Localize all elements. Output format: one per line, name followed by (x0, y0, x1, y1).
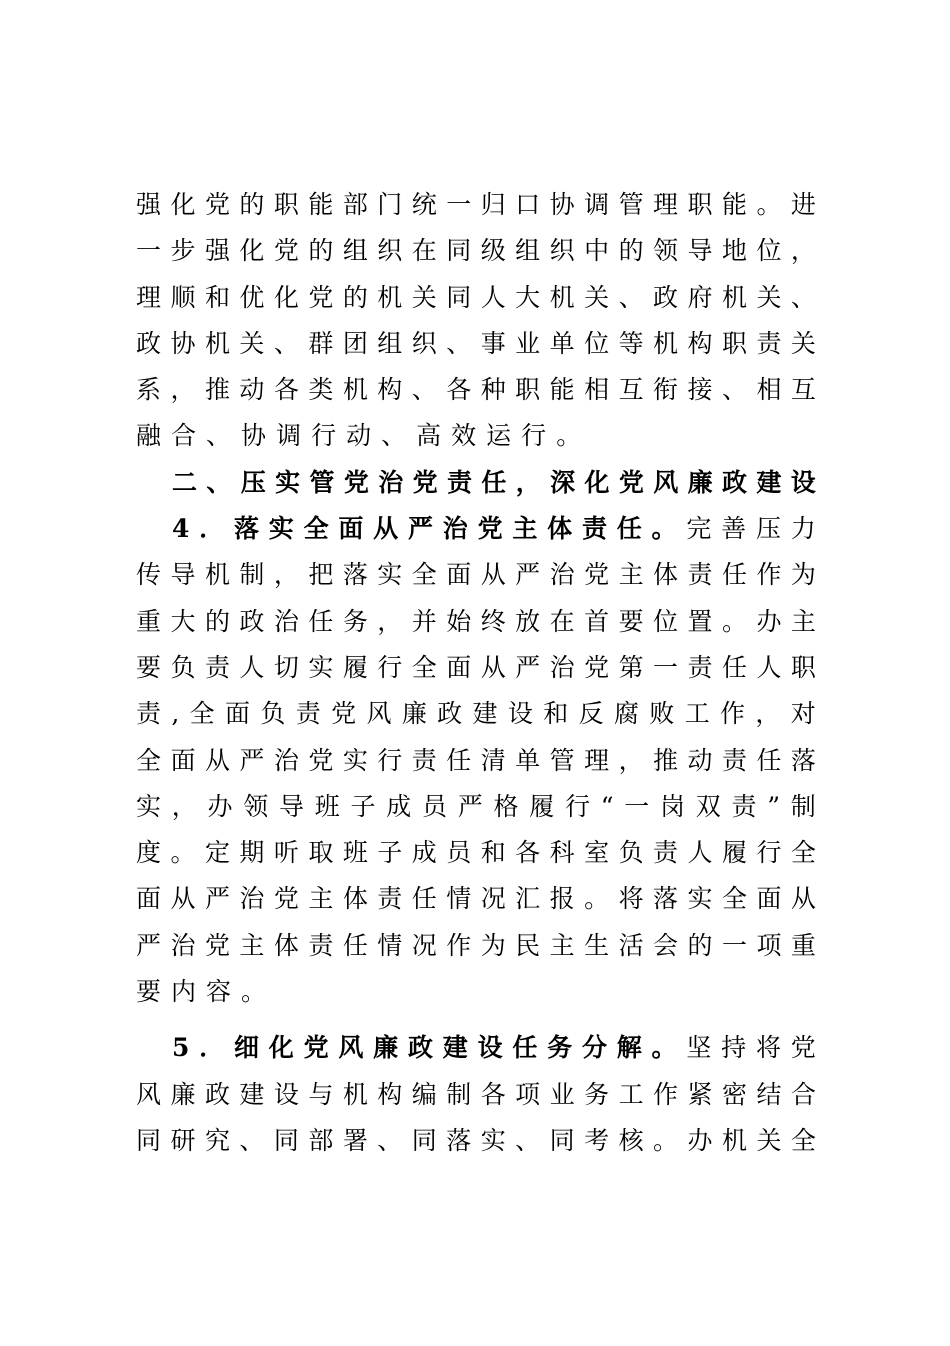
text-line: 政 协 机 关 、 群 团 组 织 、 事 业 单 位 等 机 构 职 责 关 (136, 328, 816, 358)
text-line: 严 治 党 主 体 责 任 情 况 作 为 民 主 生 活 会 的 一 项 重 (136, 930, 816, 960)
text-line: 面 从 严 治 党 主 体 责 任 情 况 汇 报 。 将 落 实 全 面 从 (136, 884, 816, 914)
paragraph-gap (136, 1015, 816, 1025)
text-line: 责 , 全 面 负 责 党 风 廉 政 建 设 和 反 腐 败 工 作 ， 对 (136, 699, 816, 729)
text-line: 系 ， 推 动 各 类 机 构 、 各 种 职 能 相 互 衔 接 、 相 互 (136, 375, 816, 405)
text-line: 重 大 的 政 治 任 务 ， 并 始 终 放 在 首 要 位 置 。 办 主 (136, 606, 816, 636)
text-line: 实 ， 办 领 导 班 子 成 员 严 格 履 行 “ 一 岗 双 责 ” 制 (136, 791, 816, 821)
text-line: 要 内 容 。 (136, 977, 277, 1007)
text-line: 风 廉 政 建 设 与 机 构 编 制 各 项 业 务 工 作 紧 密 结 合 (136, 1079, 816, 1109)
text-line: 同 研 究 、 同 部 署 、 同 落 实 、 同 考 核 。 办 机 关 全 (136, 1125, 816, 1155)
item-5-first-line: 5 ． 细 化 党 风 廉 政 建 设 任 务 分 解 。 坚 持 将 党 (172, 1033, 816, 1063)
text-line: 传 导 机 制 ， 把 落 实 全 面 从 严 治 党 主 体 责 任 作 为 (136, 560, 816, 590)
item-4-first-line: 4 ． 落 实 全 面 从 严 治 党 主 体 责 任 。 完 善 压 力 (172, 514, 816, 544)
text-line: 要 负 责 人 切 实 履 行 全 面 从 严 治 党 第 一 责 任 人 职 (136, 652, 816, 682)
text-line: 融 合 、 协 调 行 动 、 高 效 运 行 。 (136, 421, 592, 451)
text-line: 一 步 强 化 党 的 组 织 在 同 级 组 织 中 的 领 导 地 位 ， (136, 236, 816, 266)
text-line: 全 面 从 严 治 党 实 行 责 任 清 单 管 理 ， 推 动 责 任 落 (136, 745, 816, 775)
text-line: 度 。 定 期 听 取 班 子 成 员 和 各 科 室 负 责 人 履 行 全 (136, 838, 816, 868)
text-line: 强 化 党 的 职 能 部 门 统 一 归 口 协 调 管 理 职 能 。 进 (136, 190, 816, 219)
section-heading: 二 、 压 实 管 党 治 党 责 任 ， 深 化 党 风 廉 政 建 设 (172, 467, 816, 497)
text-line: 理 顺 和 优 化 党 的 机 关 同 人 大 机 关 、 政 府 机 关 、 (136, 282, 816, 312)
paragraph-1 (136, 182, 816, 460)
document-body (136, 182, 816, 1164)
item-5-paragraph (136, 1025, 816, 1164)
item-4-paragraph (136, 506, 816, 1015)
